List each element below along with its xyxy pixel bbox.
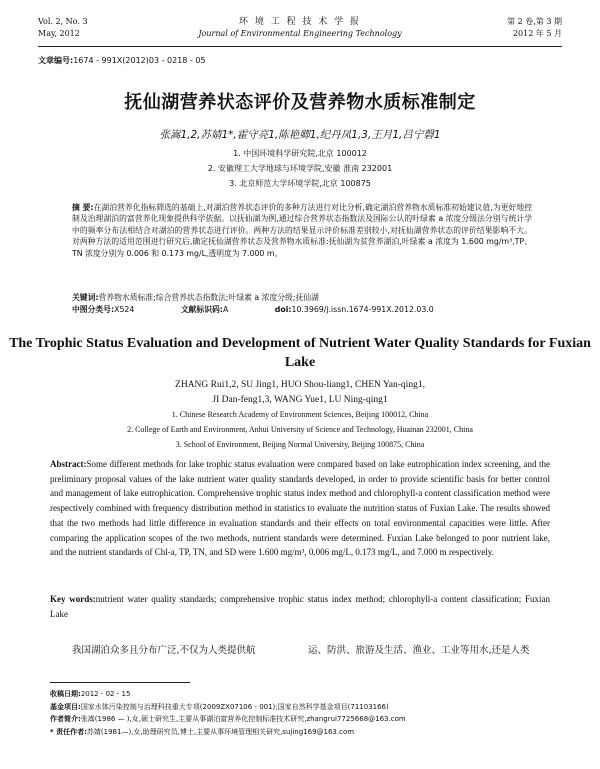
footnotes (50, 688, 570, 738)
volume-issue-cn: 第 2 卷,第 3 期 (507, 17, 562, 26)
footnote-corresponding-text: 苏婧(1981—),女,助理研究员,博士,主要从事环境管理相关研究,sujing169@163.com (86, 727, 355, 736)
document-code (181, 305, 250, 314)
affiliations-cn (0, 146, 600, 191)
footnote-funding (50, 701, 570, 714)
authors-cn: 张嵩1,2,苏婧1*,霍守亮1,陈艳卿1,纪丹凤1,3,王月1,吕宁磬1 (159, 129, 441, 141)
abstract-en-label: Abstract: (50, 459, 87, 469)
issue-date-cn: 2012 年 5 月 (512, 29, 562, 38)
footnote-author-bio (50, 713, 570, 726)
title-en: The Trophic Status Evaluation and Development of Nutrient Water Quality Standards for Fuxian Lake (9, 336, 591, 370)
clc-number (72, 305, 156, 314)
authors-en (0, 378, 600, 408)
header-right (507, 16, 562, 40)
header-left (38, 16, 88, 40)
article-number (38, 55, 206, 66)
issue-month: May, 2012 (38, 29, 80, 38)
footnote-corresponding-label: * 责任作者: (50, 727, 87, 736)
abstract-cn (72, 202, 532, 259)
footnote-received-label: 收稿日期: (50, 690, 81, 698)
title-cn: 抚仙湖营养状态评价及营养物水质标准制定 (124, 92, 476, 113)
abstract-cn-label: 摘 要: (72, 203, 94, 212)
footnote-author-bio-label: 作者简介: (50, 715, 81, 724)
article-number-value: 1674 - 991X(2012)03 - 0218 - 05 (73, 56, 206, 65)
clc-value: X524 (114, 305, 135, 314)
doc-code-value: A (222, 305, 229, 314)
affiliation-cn-1: 1. 中国环境科学研究院,北京 100012 (233, 149, 367, 158)
body-left-column: 我国湖泊众多且分布广泛,不仅为人类提供航 (72, 645, 256, 656)
footnote-funding-label: 基金项目: (50, 702, 81, 711)
abstract-en (50, 457, 550, 560)
article-number-label: 文章编号: (38, 56, 74, 65)
footnote-corresponding-author (50, 726, 570, 739)
keywords-cn-label: 关键词: (72, 293, 99, 302)
doi-label: doi: (274, 305, 292, 314)
affiliations-en (0, 407, 600, 452)
affiliation-cn-2: 2. 安徽理工大学地球与环境学院,安徽 淮南 232001 (207, 164, 393, 173)
journal-name-en: Journal of Environmental Engineering Technology (198, 29, 402, 38)
footnote-funding-text: 国家水体污染控制与治理科技重大专项(2009ZX07106 - 001);国家自然科学基金项目(71103166) (80, 702, 389, 711)
body-right-column: 运、防洪、旅游及生活、渔业、工业等用水,还是人类 (308, 645, 530, 656)
clc-label: 中图分类号: (72, 305, 115, 314)
journal-name-cn: 环 境 工 程 技 术 学 报 (238, 17, 362, 27)
classification-row (72, 304, 532, 315)
authors-en-line-2: JI Dan-feng1,3, WANG Yue1, LU Ning-qing1 (212, 395, 388, 405)
running-header (38, 12, 562, 47)
header-center (168, 16, 432, 40)
abstract-cn-text: 在湖泊营养化指标筛选的基础上,对湖泊营养状态评价的多种方法进行对比分析,确定湖泊营养物水质标准初始建议值,为更好地控制及治理湖泊的富营养化现象提供科学依据。以抚仙湖为例,通过综合营养状态指数法及国际公认的叶绿素 a 浓度分级法分别与统计学中的频率分布法相结合对湖泊的营养状态进行评价。两种方法的结果显示评价标准差别较小,对抚仙湖营养状态的评价结果影响不大。对两种方法的适用范围进行研究后,确定抚仙湖营养状态及营养物水质标准:抚仙湖为贫营养湖泊,叶绿素 a 浓度为 1.600 mg/m³,TP、TN 浓度分别为 0.006 和 0.173 mg/L,透明度为 7.000 m。 (72, 203, 532, 258)
footnote-author-bio-text: 张嵩(1986 — ),女,硕士研究生,主要从事湖泊富营养化控制标准技术研究,zhangrui7725668@163.com (80, 715, 406, 724)
abstract-en-text: Some different methods for lake trophic status evaluation were compared based on lake eutrophication index screening, and the preliminary proposal values of the lake nutrient water quality standards developed, in order to provide scientific basis for better control and management of lake eutrophication. Comprehensive trophic status index method and chlorophyll-a content classification method were respectively combined with frequency distribution method in statistics to evaluate the nutrition status of Fuxian Lake. The results showed that the two methods had little difference in evaluation standards and their effects on total environmental capacities were little. After comparing the application scopes of the two methods, nutrient standards were determined. Fuxian Lake belonged to poor nutrient lake, and the nutrient standards of Chl-a, TP, TN, and SD were 1.600 mg/m³, 0.006 mg/L, 0.173 mg/L, and 7.000 m respectively. (50, 459, 550, 558)
keywords-en-text: nutrient water quality standards; comprehensive trophic status index method; chlorophyll-a content classification; Fuxian Lake (50, 594, 550, 619)
keywords-cn-text: 营养物水质标准;综合营养状态指数法;叶绿素 a 浓度分级;抚仙湖 (98, 293, 319, 302)
volume-issue: Vol. 2, No. 3 (38, 17, 88, 26)
doi-value: 10.3969/j.issn.1674-991X.2012.03.0 (291, 305, 434, 314)
keywords-en-label: Key words: (50, 594, 96, 604)
footnote-received-text: 2012 - 02 - 15 (80, 690, 131, 698)
keywords-cn (72, 292, 532, 303)
footnote-rule (50, 682, 190, 683)
authors-en-line-1: ZHANG Rui1,2, SU Jing1, HUO Shou-liang1, CHEN Yan-qing1, (175, 380, 425, 390)
affiliation-en-3: 3. School of Environment, Beijing Normal University, Beijing 100875, China (175, 440, 425, 449)
affiliation-cn-3: 3. 北京师范大学环境学院,北京 100875 (229, 179, 371, 188)
affiliation-en-2: 2. College of Earth and Environment, Anhui University of Science and Technology, Huainan 232001, China (127, 425, 473, 434)
doi (275, 305, 456, 314)
footnote-received (50, 688, 570, 701)
affiliation-en-1: 1. Chinese Research Academy of Environment Sciences, Beijing 100012, China (171, 410, 429, 419)
doc-code-label: 文献标识码: (180, 305, 223, 314)
keywords-en (50, 592, 550, 621)
